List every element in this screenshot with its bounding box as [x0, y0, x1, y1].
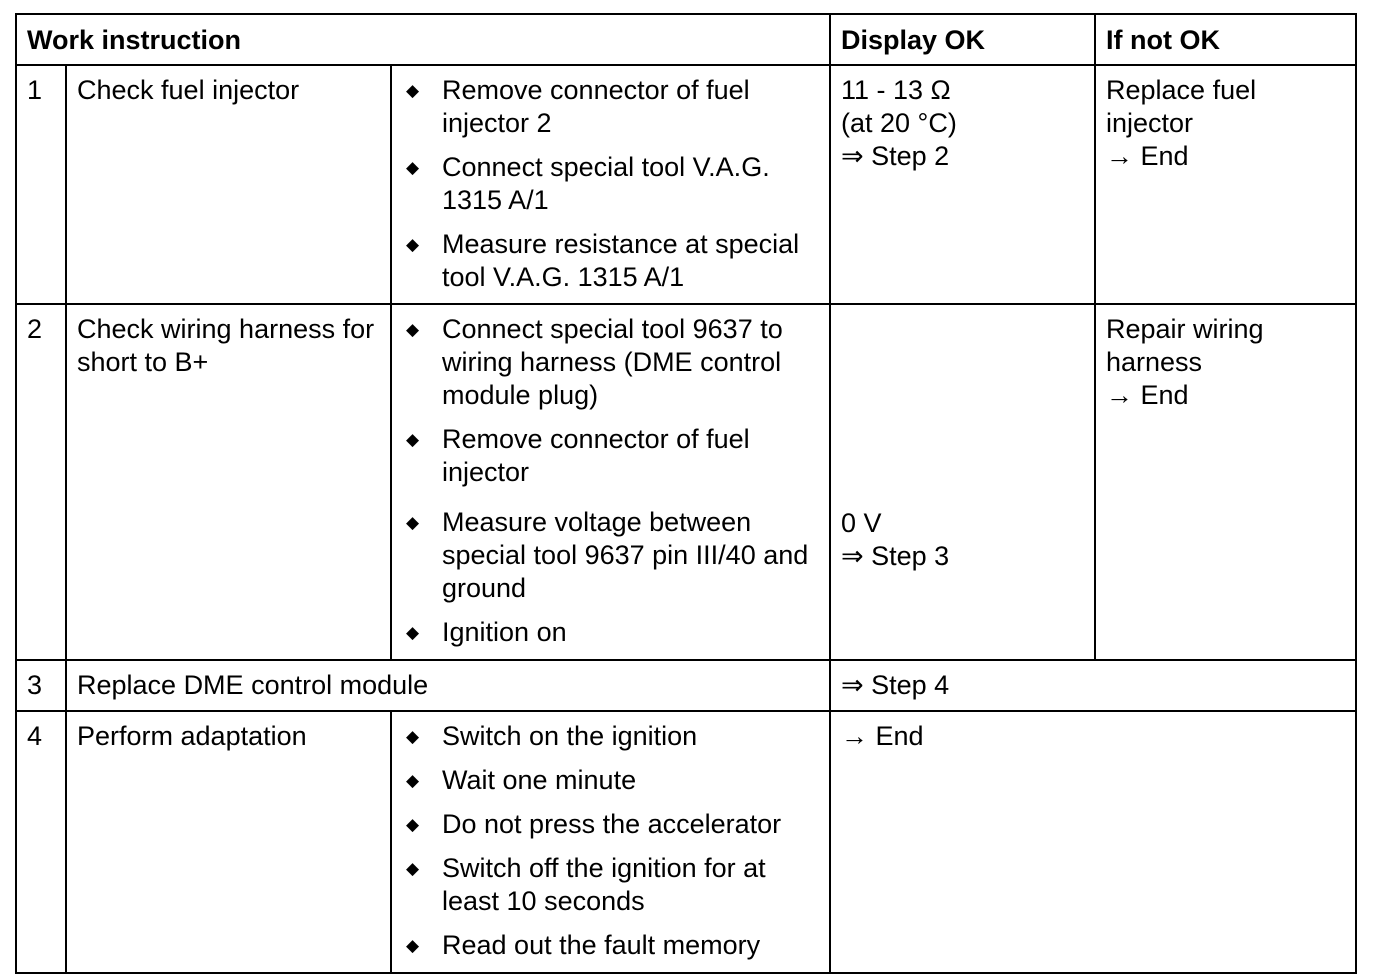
diamond-bullet-icon: ◆ [406, 430, 420, 449]
list-item: ◆ Switch on the ignition [406, 721, 698, 751]
step-number: 4 [16, 711, 66, 973]
list-item: ◆ Connect special tool V.A.G. 1315 A/1 [406, 152, 770, 215]
list-item: ◆ Connect special tool 9637 to wiring harness (DME control module plug) [406, 314, 783, 410]
if-not-ok-next: → End [1106, 380, 1189, 410]
steps-list [402, 313, 819, 649]
list-item: ◆ Measure resistance at special tool V.A.G. 1315 A/1 [406, 229, 800, 292]
display-ok-next: → End [841, 721, 924, 751]
display-ok-next: ⇒ Step 2 [841, 141, 950, 171]
if-not-ok-next: → End [1106, 141, 1189, 171]
table-row-2 [16, 304, 1356, 660]
display-ok-next: ⇒ Step 3 [841, 541, 950, 571]
table-row-1 [16, 65, 1356, 304]
steps-list [402, 720, 819, 962]
if-not-ok-action: Replace fuel injector [1106, 75, 1257, 138]
steps-cell [391, 304, 830, 660]
header-if-not-ok: If not OK [1095, 14, 1356, 65]
diamond-bullet-icon: ◆ [406, 320, 420, 339]
diamond-bullet-icon: ◆ [406, 815, 420, 834]
display-ok-cell [830, 660, 1356, 711]
if-not-ok-cell [1095, 65, 1356, 304]
header-display-ok: Display OK [830, 14, 1095, 65]
if-not-ok-cell [1095, 304, 1356, 660]
header-work-instruction: Work instruction [16, 14, 830, 65]
display-ok-cell [830, 304, 1095, 660]
if-not-ok-action: Repair wiring harness [1106, 314, 1264, 377]
step-number: 3 [16, 660, 66, 711]
header-row [16, 14, 1356, 65]
diamond-bullet-icon: ◆ [406, 623, 420, 642]
diamond-bullet-icon: ◆ [406, 727, 420, 746]
list-item: ◆ Read out the fault memory [406, 930, 761, 960]
list-item: ◆ Measure voltage between special tool 9637 pin III/40 and ground [406, 507, 809, 603]
task-cell: Replace DME control module [66, 660, 830, 711]
display-ok-condition: (at 20 °C) [841, 108, 957, 138]
list-item: ◆ Do not press the accelerator [406, 809, 782, 839]
diamond-bullet-icon: ◆ [406, 81, 420, 100]
list-item: ◆ Remove connector of fuel injector 2 [406, 75, 750, 138]
diamond-bullet-icon: ◆ [406, 158, 420, 177]
steps-list [402, 74, 819, 294]
display-ok-cell [830, 711, 1356, 973]
table-row-4 [16, 711, 1356, 973]
diamond-bullet-icon: ◆ [406, 859, 420, 878]
diamond-bullet-icon: ◆ [406, 936, 420, 955]
task-cell: Check wiring harness for short to B+ [66, 304, 391, 660]
list-item: ◆ Remove connector of fuel injector [406, 424, 750, 487]
table-row-3 [16, 660, 1356, 711]
list-item: ◆ Wait one minute [406, 765, 637, 795]
list-item: ◆ Ignition on [406, 617, 567, 647]
display-ok-next: ⇒ Step 4 [841, 670, 950, 700]
display-ok-value: 11 - 13 Ω [841, 75, 951, 105]
display-ok-value: 0 V [841, 508, 882, 538]
list-item: ◆ Switch off the ignition for at least 10 seconds [406, 853, 766, 916]
steps-cell [391, 711, 830, 973]
task-cell: Perform adaptation [66, 711, 391, 973]
diamond-bullet-icon: ◆ [406, 771, 420, 790]
step-number: 2 [16, 304, 66, 660]
diamond-bullet-icon: ◆ [406, 235, 420, 254]
diamond-bullet-icon: ◆ [406, 513, 420, 532]
work-instruction-table [15, 13, 1357, 974]
task-cell: Check fuel injector [66, 65, 391, 304]
display-ok-cell [830, 65, 1095, 304]
steps-cell [391, 65, 830, 304]
step-number: 1 [16, 65, 66, 304]
